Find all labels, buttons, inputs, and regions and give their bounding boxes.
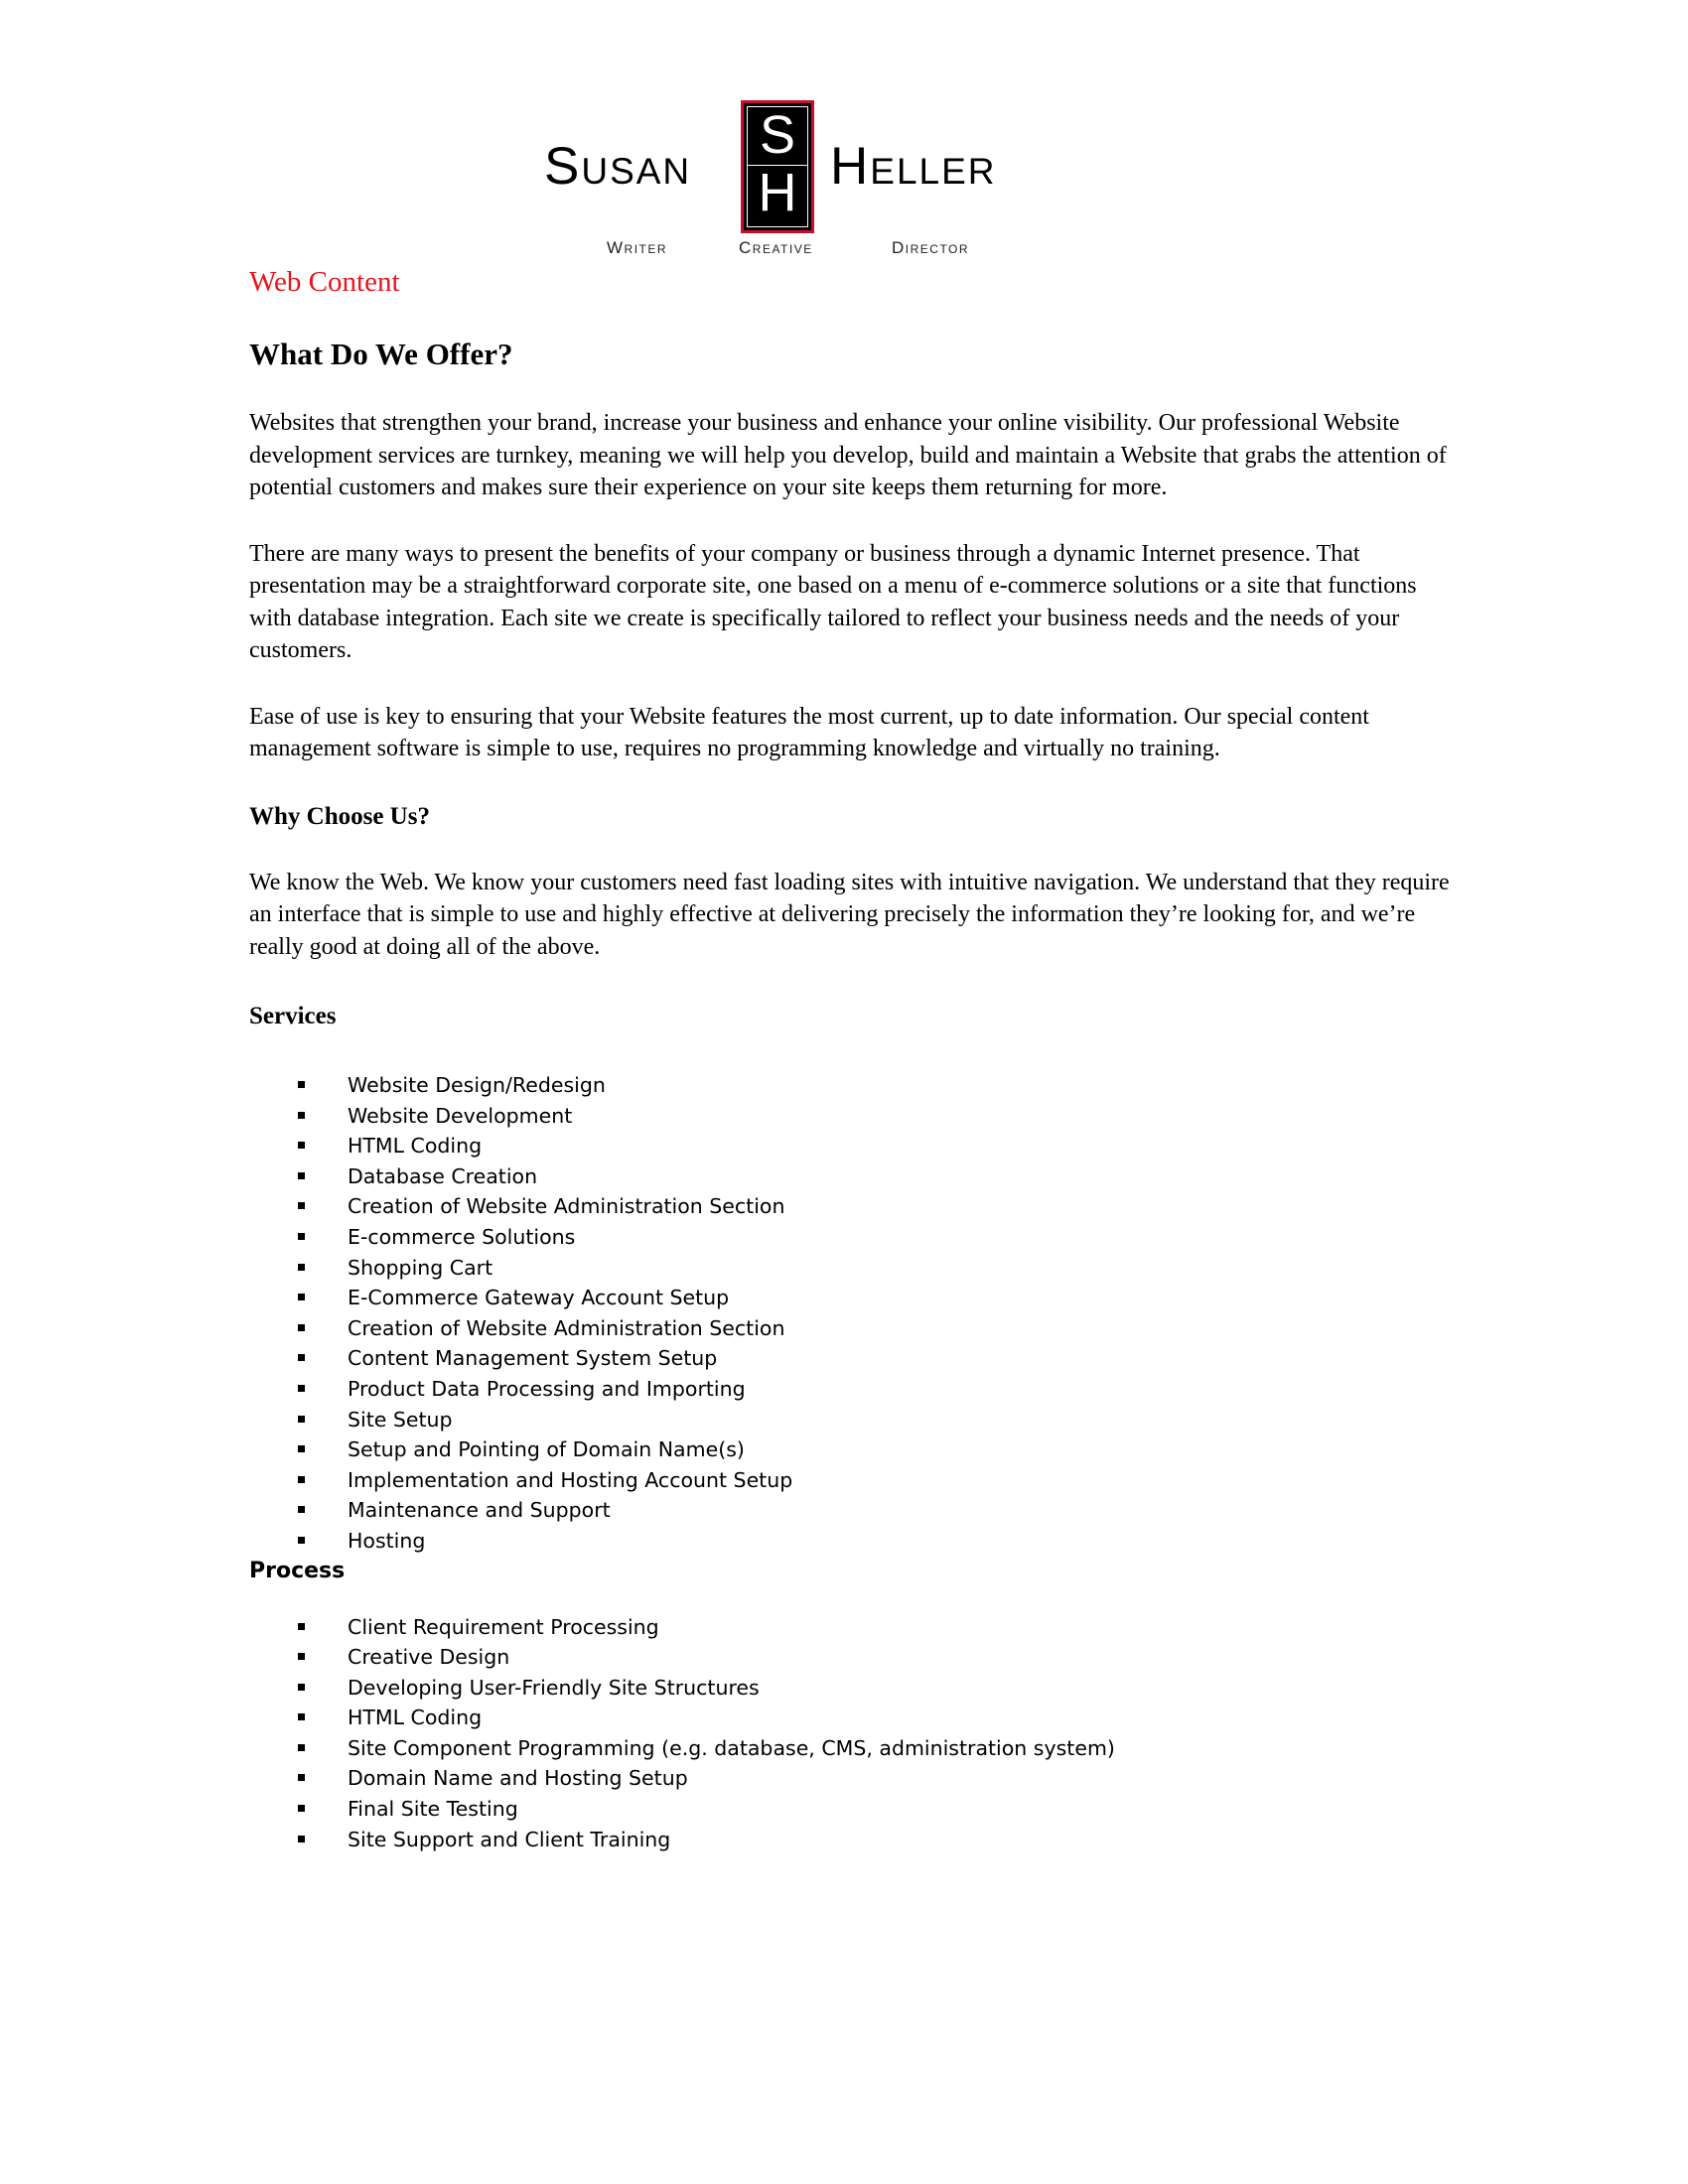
- bullet-icon: [298, 1294, 305, 1300]
- bullet-icon: [298, 1142, 305, 1149]
- bullet-icon: [298, 1805, 305, 1812]
- list-item-label: Site Component Programming (e.g. database, CMS, administration system): [348, 1735, 1115, 1760]
- list-item: [249, 1465, 1461, 1496]
- letterhead-first-name: Susan: [544, 137, 692, 196]
- list-item-label: Developing User-Friendly Site Structures: [348, 1675, 760, 1700]
- list-item-label: E-Commerce Gateway Account Setup: [348, 1286, 730, 1310]
- bullet-icon: [298, 1744, 305, 1751]
- list-item: [249, 1161, 1461, 1192]
- bullet-icon: [298, 1506, 305, 1513]
- why-choose-paragraph: We know the Web. We know your customers need fast loading sites with intuitive navigation. We understand that they require an interface that is simple to use and highly effective at delivering precisely the information they’re looking for, and we’re really good at doing all of the above.: [249, 869, 1450, 960]
- list-item-label: Domain Name and Hosting Setup: [348, 1766, 688, 1791]
- bullet-icon: [298, 1623, 305, 1630]
- list-item: [249, 1405, 1461, 1435]
- list-item-label: Website Development: [348, 1103, 573, 1128]
- list-item: [249, 1794, 1461, 1825]
- bullet-icon: [298, 1713, 305, 1720]
- bullet-icon: [298, 1385, 305, 1392]
- bullet-icon: [298, 1774, 305, 1781]
- list-item: [249, 1253, 1461, 1284]
- list-item: [249, 1703, 1461, 1733]
- presence-paragraph: There are many ways to present the benefits of your company or business through a dynamic Internet presence. That presentation may be a straightforward corporate site, one based on a menu of e-commerce solutions or a site that functions with database integration. Each site we create is specifically tailored to reflect your business needs and the needs of your customers.: [249, 540, 1417, 663]
- letterhead-last-name: Heller: [830, 137, 997, 196]
- bullet-icon: [298, 1836, 305, 1843]
- list-item-label: Maintenance and Support: [348, 1498, 611, 1523]
- list-item: [249, 1434, 1461, 1465]
- list-item: [249, 1343, 1461, 1374]
- bullet-icon: [298, 1653, 305, 1660]
- list-item-label: Setup and Pointing of Domain Name(s): [348, 1437, 745, 1462]
- document-body: [249, 264, 1461, 1854]
- bullet-icon: [298, 1476, 305, 1483]
- list-item-label: Site Setup: [348, 1407, 453, 1432]
- list-item-label: HTML Coding: [348, 1706, 483, 1730]
- bullet-icon: [298, 1324, 305, 1331]
- list-item: [249, 1101, 1461, 1132]
- monogram-logo: [741, 100, 814, 233]
- ease-of-use-paragraph: Ease of use is key to ensuring that your Website features the most current, up to date information. Our special content management software is simple to use, requires no programming knowledge and virtually no training.: [249, 703, 1369, 761]
- list-item-label: E-commerce Solutions: [348, 1224, 576, 1249]
- list-item: [249, 1191, 1461, 1222]
- list-item-label: Product Data Processing and Importing: [348, 1376, 746, 1401]
- bullet-icon: [298, 1202, 305, 1209]
- list-item-label: Hosting: [348, 1528, 426, 1553]
- bullet-icon: [298, 1416, 305, 1423]
- list-item-label: Site Support and Client Training: [348, 1827, 671, 1851]
- list-item-label: Website Design/Redesign: [348, 1073, 606, 1097]
- bullet-icon: [298, 1233, 305, 1240]
- list-item-label: Implementation and Hosting Account Setup: [348, 1467, 793, 1492]
- list-item: [249, 1733, 1461, 1764]
- list-item-label: Final Site Testing: [348, 1797, 518, 1822]
- bullet-icon: [298, 1537, 305, 1544]
- section-label: Web Content: [249, 266, 400, 298]
- list-item: [249, 1673, 1461, 1704]
- list-item: [249, 1374, 1461, 1405]
- monogram-letter-h: H: [758, 163, 797, 222]
- letterhead: [0, 0, 1688, 268]
- services-list: [249, 1070, 1461, 1557]
- bullet-icon: [298, 1112, 305, 1119]
- letterhead-role-creative: Creative: [739, 238, 813, 257]
- list-item-label: Shopping Cart: [348, 1255, 493, 1280]
- list-item: [249, 1283, 1461, 1313]
- list-item: [249, 1495, 1461, 1526]
- page-title: What Do We Offer?: [249, 337, 513, 371]
- list-item: [249, 1825, 1461, 1855]
- list-item: [249, 1222, 1461, 1253]
- bullet-icon: [298, 1081, 305, 1088]
- why-choose-heading: Why Choose Us?: [249, 802, 430, 830]
- list-item: [249, 1313, 1461, 1344]
- bullet-icon: [298, 1264, 305, 1271]
- bullet-icon: [298, 1172, 305, 1179]
- letterhead-role-writer: Writer: [607, 238, 668, 257]
- list-item-label: Creative Design: [348, 1645, 510, 1670]
- list-item: [249, 1763, 1461, 1794]
- bullet-icon: [298, 1354, 305, 1361]
- list-item-label: Content Management System Setup: [348, 1346, 718, 1371]
- services-heading: Services: [249, 1003, 337, 1029]
- list-item-label: HTML Coding: [348, 1134, 483, 1159]
- list-item-label: Client Requirement Processing: [348, 1614, 659, 1639]
- list-item-label: Database Creation: [348, 1163, 538, 1188]
- list-item: [249, 1642, 1461, 1673]
- list-item: [249, 1070, 1461, 1101]
- list-item-label: Creation of Website Administration Section: [348, 1194, 785, 1219]
- monogram-letter-s: S: [759, 105, 796, 165]
- list-item: [249, 1131, 1461, 1161]
- list-item: [249, 1612, 1461, 1643]
- list-item-label: Creation of Website Administration Section: [348, 1315, 785, 1340]
- process-heading: Process: [249, 1558, 346, 1583]
- list-item: [249, 1526, 1461, 1557]
- letterhead-role-director: Director: [892, 238, 970, 257]
- process-list: [249, 1612, 1461, 1855]
- bullet-icon: [298, 1684, 305, 1691]
- intro-paragraph: Websites that strengthen your brand, increase your business and enhance your online visibility. Our professional Website development services are turnkey, meaning we will help you develop, build and maintain a Website that grabs the attention of potential customers and makes sure their experience on your site keeps them returning for more.: [249, 410, 1447, 500]
- bullet-icon: [298, 1445, 305, 1452]
